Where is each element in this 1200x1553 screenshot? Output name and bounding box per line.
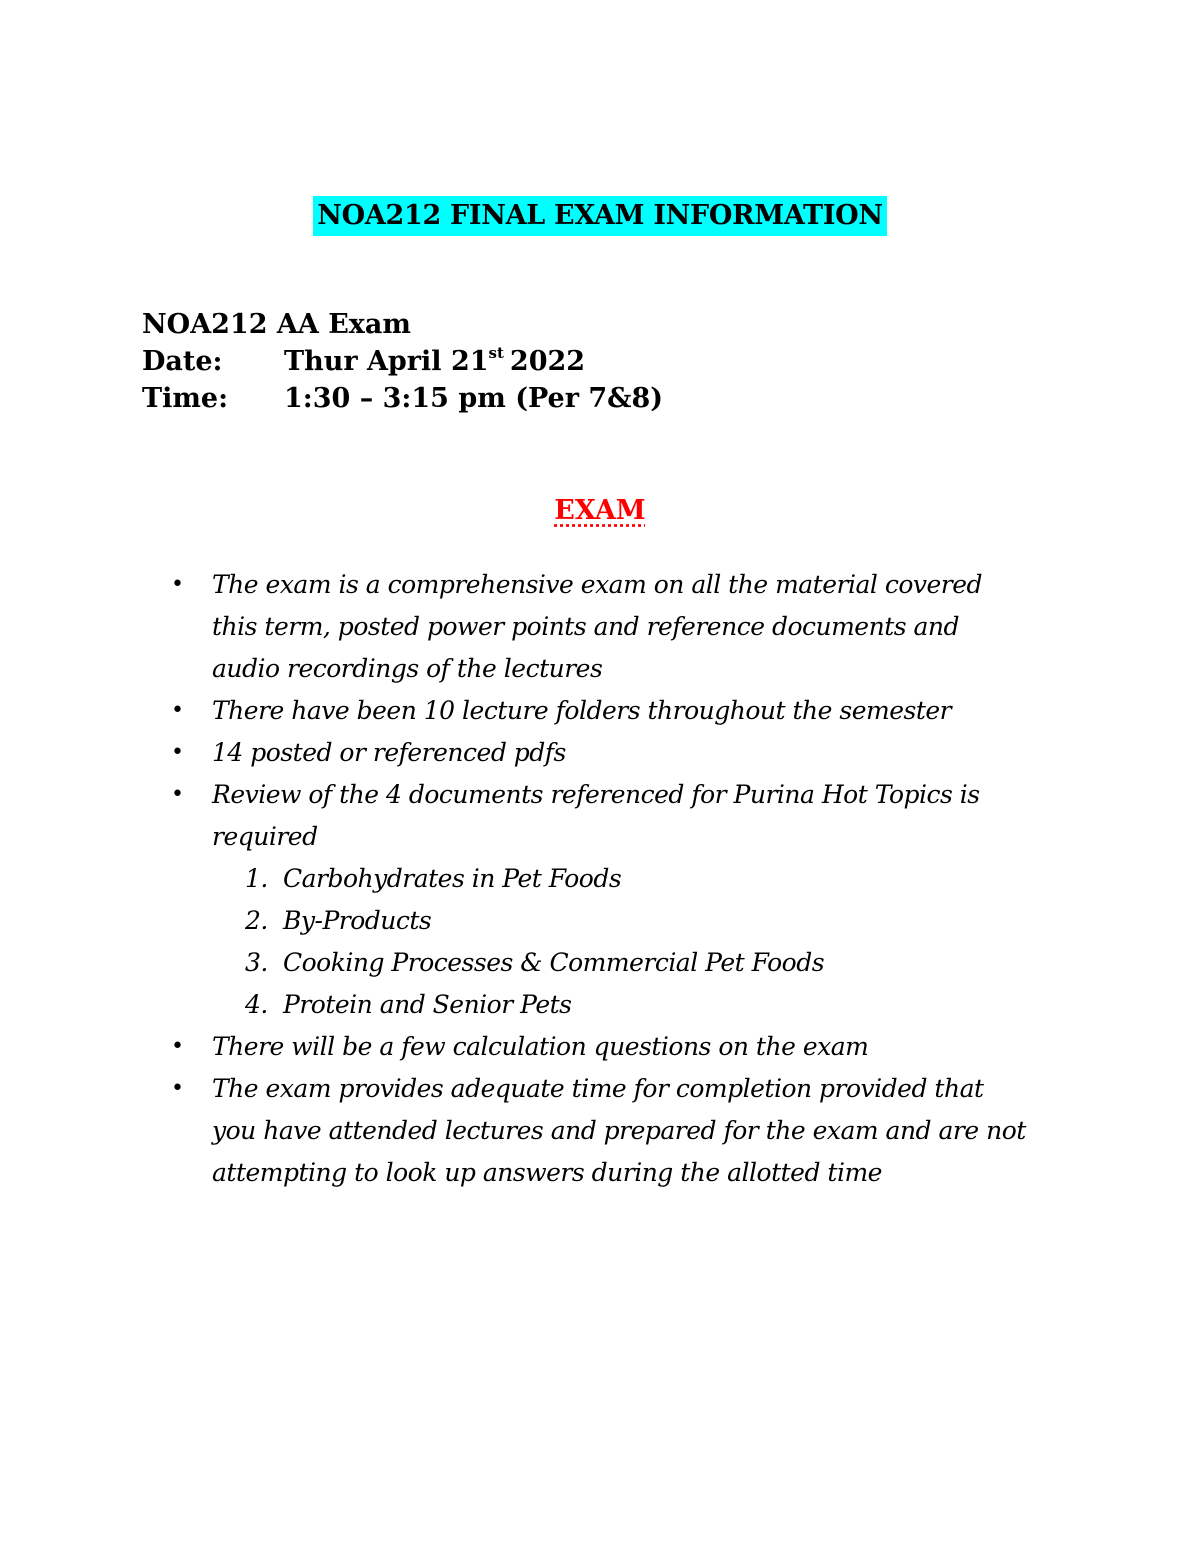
numbered-item: [0, 900, 1200, 942]
exam-name-row: [142, 306, 663, 343]
date-suffix: st: [488, 344, 504, 362]
bullet-icon: •: [171, 1076, 184, 1101]
list-item: [0, 564, 1032, 690]
bullet-icon: •: [171, 1034, 184, 1059]
bullet-icon: •: [171, 572, 184, 597]
numbered-item: [0, 858, 1200, 900]
time-value: 1:30 – 3:15 pm (Per 7&8): [284, 383, 664, 414]
bullet-icon: •: [171, 740, 184, 765]
item-number: 3.: [245, 948, 268, 977]
document-title: NOA212 FINAL EXAM INFORMATION: [313, 196, 887, 236]
numbered-item-text: Protein and Senior Pets: [283, 990, 572, 1019]
list-item-text: 14 posted or referenced pdfs: [212, 738, 566, 767]
list-item: [0, 1026, 1032, 1068]
bullet-icon: •: [171, 698, 184, 723]
list-item-text: Review of the 4 documents referenced for Purina Hot Topics is required: [212, 780, 980, 851]
title-container: [0, 196, 1200, 236]
list-item: [0, 732, 1032, 774]
numbered-item-text: Carbohydrates in Pet Foods: [283, 864, 622, 893]
list-item: [0, 1068, 1032, 1194]
numbered-item-text: Cooking Processes & Commercial Pet Foods: [283, 948, 825, 977]
exam-heading: [0, 492, 1200, 530]
list-item-text: The exam is a comprehensive exam on all the material covered this term, posted power points and reference documents and audio recordings of the lectures: [212, 570, 983, 683]
date-value: Thur April 21: [284, 346, 489, 377]
exam-name: NOA212 AA Exam: [142, 309, 411, 340]
date-label: Date:: [142, 346, 223, 377]
list-item-text: The exam provides adequate time for completion provided that you have attended lectures and prepared for the exam and are not attempting to look up answers during the allotted time: [212, 1074, 1026, 1187]
date-year: 2022: [509, 346, 586, 377]
date-value-group: [284, 343, 585, 380]
list-item-text: There will be a few calculation questions on the exam: [212, 1032, 869, 1061]
numbered-item: [0, 942, 1200, 984]
item-number: 4.: [245, 990, 268, 1019]
item-number: 1.: [245, 864, 268, 893]
item-number: 2.: [245, 906, 268, 935]
list-item-text: There have been 10 lecture folders throughout the semester: [212, 696, 952, 725]
bullet-list: [0, 564, 1200, 1194]
exam-info: [142, 306, 663, 417]
bullet-icon: •: [171, 782, 184, 807]
list-item: [0, 774, 1032, 858]
time-row: [142, 380, 663, 417]
time-label: Time:: [142, 383, 229, 414]
numbered-item-text: By-Products: [283, 906, 432, 935]
list-item: [0, 690, 1032, 732]
numbered-item: [0, 984, 1200, 1026]
exam-heading-text: EXAM: [554, 495, 646, 526]
date-row: [142, 343, 663, 380]
